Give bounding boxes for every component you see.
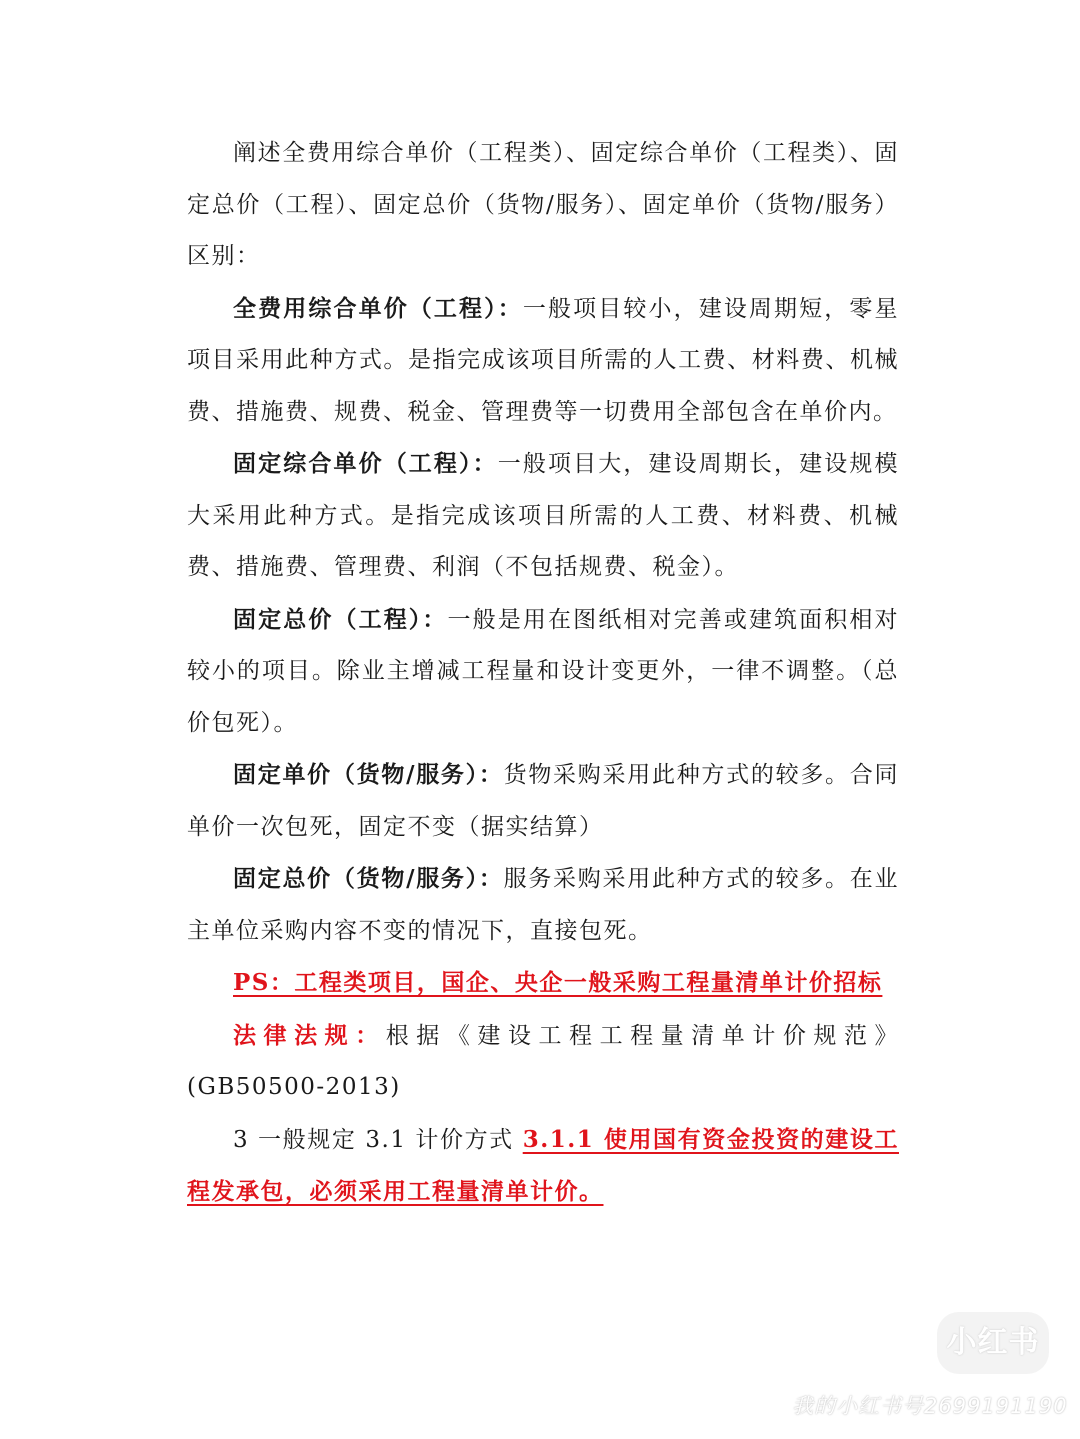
section-paragraph [187, 283, 899, 439]
section-body: 一般项目大，建设周期长，建设规模大采用此种方式。是指完成该项目所需的人工费、材料费、机械费、措施费、管理费、利润（不包括规费、税金）。 [187, 451, 900, 580]
section-paragraph [187, 438, 899, 594]
ps-note [187, 957, 899, 1010]
document-page [187, 128, 899, 1219]
section-term: 固定总价（工程）： [233, 605, 448, 633]
user-id-watermark: 我的小红书号2699191190 [792, 1394, 1068, 1418]
section-body: 一般项目较小，建设周期短，零星项目采用此种方式。是指完成该项目所需的人工费、材料费、机械费、措施费、规费、税金、管理费等一切费用全部包含在单价内。 [187, 295, 900, 425]
intro-paragraph: 阐述全费用综合单价（工程类）、固定综合单价（工程类）、固定总价（工程）、固定总价（货物/服务）、固定单价（货物/服务）区别： [187, 140, 899, 269]
ps-note-text: PS：工程类项目，国企、央企一般采购工程量清单计价招标 [233, 969, 883, 996]
section-body: 一般是用在图纸相对完善或建筑面积相对较小的项目。除业主增减工程量和设计变更外，一律不调整。（总价包死）。 [187, 606, 900, 736]
clause-prefix: 3 一般规定 3.1 计价方式 [233, 1126, 523, 1153]
clause-paragraph [187, 1114, 899, 1219]
section-term: 全费用综合单价（工程）： [233, 294, 523, 322]
section-paragraph [187, 853, 899, 957]
section-term: 固定单价（货物/服务）： [233, 761, 504, 788]
section-paragraph [187, 594, 899, 750]
xiaohongshu-logo-watermark: 小红书 [937, 1312, 1049, 1374]
section-paragraph [187, 749, 899, 853]
section-term: 固定总价（货物/服务）： [233, 865, 504, 892]
law-text: 根据《建设工程工程量清单计价规范》(GB50500-2013) [187, 1022, 900, 1100]
section-body: 服务采购采用此种方式的较多。在业主单位采购内容不变的情况下，直接包死。 [187, 866, 899, 944]
clause-highlight: 3.1.1 使用国有资金投资的建设工程发承包，必须采用工程量清单计价。 [187, 1125, 899, 1205]
section-body: 货物采购采用此种方式的较多。合同单价一次包死，固定不变（据实结算） [187, 762, 899, 840]
law-label: 法律法规： [233, 1021, 386, 1049]
law-paragraph [187, 1010, 899, 1114]
section-term: 固定综合单价（工程）： [233, 450, 498, 477]
